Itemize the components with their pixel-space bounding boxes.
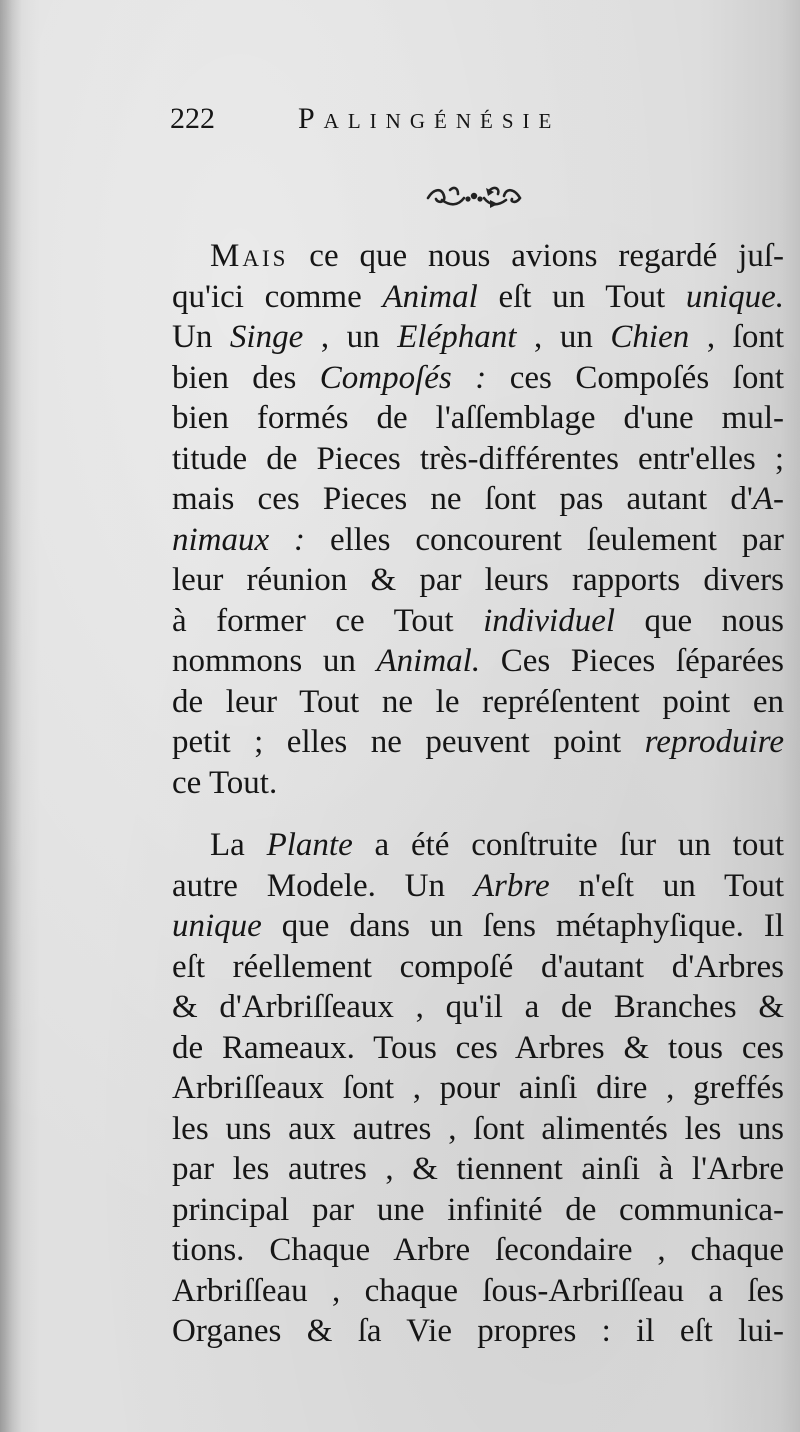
- text-line: tions. Chaque Arbre ſecondaire , chaque: [172, 1232, 784, 1268]
- text-line: ce Tout.: [172, 764, 278, 801]
- paragraph-animal: [172, 236, 784, 803]
- text-line: Arbriſſeaux ſont , pour ainſi dire , greffés: [172, 1070, 784, 1106]
- page-number: 222: [170, 102, 215, 135]
- paragraph-plante: [172, 825, 784, 1352]
- text-line: nimaux : elles concourent ſeulement par: [172, 521, 784, 558]
- text-line: principal par une infinité de communica-: [172, 1191, 784, 1228]
- fleuron-ornament-icon: [424, 182, 524, 214]
- text-line: mais ces Pieces ne ſont pas autant d'A-: [172, 481, 784, 517]
- text-line: par les autres , & tiennent ainſi à l'Arbre: [172, 1151, 784, 1187]
- text-line: qu'ici comme Animal eſt un Tout unique.: [172, 278, 784, 315]
- text-line: Un Singe , un Eléphant , un Chien , ſont: [172, 319, 784, 355]
- running-header: [170, 102, 670, 142]
- text-line: eſt réellement compoſé d'autant d'Arbres: [172, 948, 784, 985]
- text-line: nommons un Animal. Ces Pieces ſéparées: [172, 643, 784, 679]
- text-line: titude de Pieces très-différentes entr'elles ;: [172, 440, 784, 477]
- text-line: bien formés de l'aſſemblage d'une mul-: [172, 400, 784, 436]
- text-line: Mais ce que nous avions regardé juſ-: [210, 238, 784, 274]
- text-line: autre Modele. Un Arbre n'eſt un Tout: [172, 867, 784, 904]
- text-line: Organes & ſa Vie propres : il eſt lui-: [172, 1313, 784, 1349]
- text-line: unique que dans un ſens métaphyſique. Il: [172, 908, 784, 944]
- text-line: de Rameaux. Tous ces Arbres & tous ces: [172, 1029, 784, 1066]
- text-line: & d'Arbriſſeaux , qu'il a de Branches &: [172, 989, 784, 1025]
- text-line: les uns aux autres , ſont alimentés les uns: [172, 1110, 784, 1147]
- text-line: de leur Tout ne le repréſentent point en: [172, 683, 784, 720]
- text-line: La Plante a été conſtruite ſur un tout: [210, 827, 784, 863]
- text-line: leur réunion & par leurs rapports divers: [172, 562, 784, 598]
- page-gutter-shadow: [0, 0, 22, 1432]
- text-line: à former ce Tout individuel que nous: [172, 602, 784, 639]
- text-line: bien des Compoſés : ces Compoſés ſont: [172, 359, 784, 396]
- text-line: petit ; elles ne peuvent point reproduire: [172, 724, 784, 760]
- running-title: Palingénésie: [298, 102, 561, 135]
- text-line: Arbriſſeau , chaque ſous-Arbriſſeau a ſes: [172, 1272, 784, 1309]
